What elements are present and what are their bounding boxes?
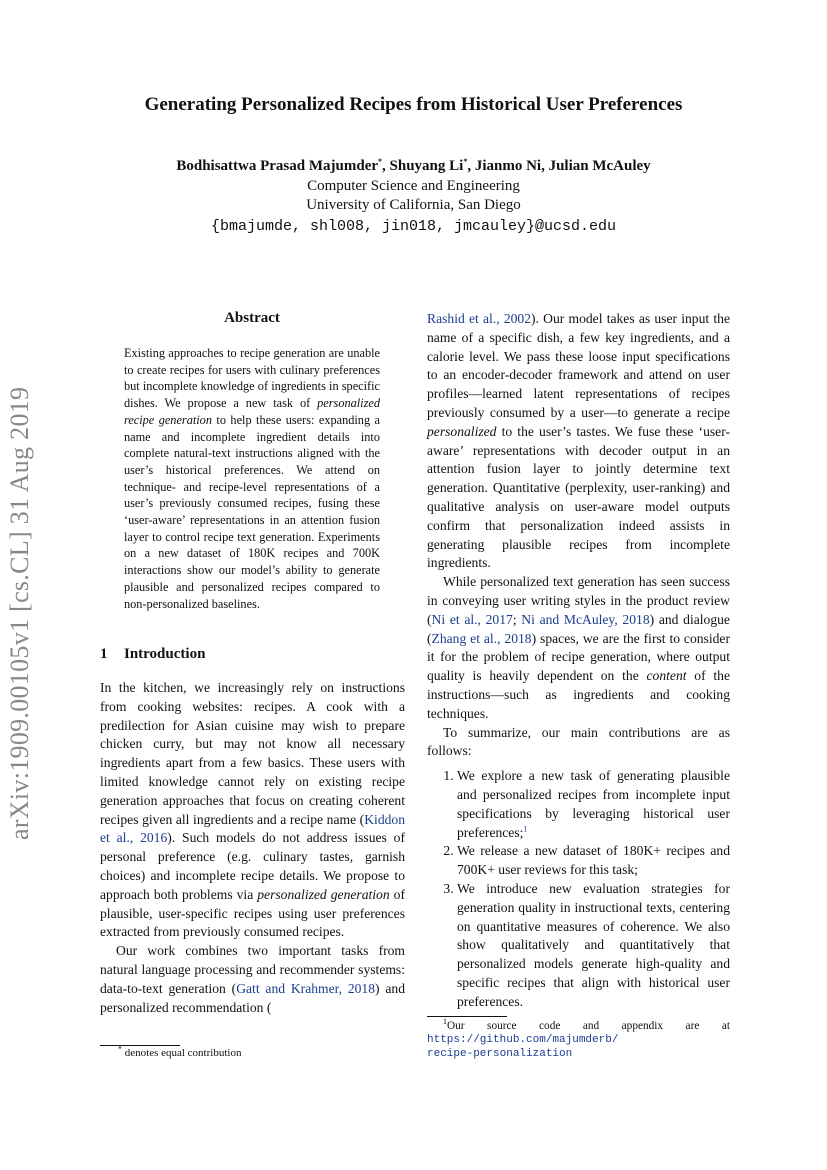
intro-paragraph-1	[100, 679, 405, 942]
author-separator: ,	[467, 158, 475, 174]
list-item	[457, 842, 730, 880]
citation-link[interactable]: Ni et al., 2017	[431, 611, 513, 627]
paragraph-emphasis: personalized	[427, 423, 497, 439]
intro-paragraph-3	[427, 573, 730, 723]
intro-paragraph-4: To summarize, our main contributions are as follows:	[427, 724, 730, 759]
author-emails: {bmajumde, shl008, jin018, jmcauley}@ucsd.edu	[210, 218, 617, 235]
left-column-body	[100, 679, 405, 1017]
list-item	[457, 880, 730, 1012]
paragraph-emphasis: content	[646, 668, 687, 684]
abstract-emphasis: personalized recipe generation	[124, 396, 380, 427]
list-item-text: We explore a new task of generating plausible and personalized recipes from incomplete input specifications by leveraging historical user preferences;	[457, 768, 730, 840]
citation-link[interactable]: Zhang et al., 2018	[431, 630, 532, 646]
footnote-marker[interactable]: 1	[523, 823, 528, 833]
citation-separator: ;	[512, 611, 522, 627]
footnote-text: denotes equal contribution	[124, 1047, 242, 1059]
paragraph-text: to the user’s tastes. We fuse these ‘user-aware’ representations with decoder output in an attention fusion layer to jointly determine text generation. Quantitative (perplexity, user-ranking) and qualitative analysis on user-aware model outputs confirm that personalization indeed assists in generating plausible recipes from incomplete ingredients.	[427, 423, 730, 571]
footnote-number: 1	[443, 1017, 447, 1027]
equal-contribution-mark: *	[378, 157, 383, 166]
author-list	[0, 158, 827, 175]
paper-title: Generating Personalized Recipes from Historical User Preferences	[144, 94, 683, 115]
paragraph-text: Our work combines two important tasks from natural language processing and recommender systems: data-to-text generation (	[100, 943, 405, 996]
affiliation-univ: University of California, San Diego	[306, 197, 521, 213]
abstract-text	[124, 345, 380, 612]
affiliation-dept: Computer Science and Engineering	[307, 178, 520, 194]
footnote-url-link[interactable]: https://github.com/majumderb/	[427, 1034, 619, 1046]
equal-contribution-mark: *	[463, 157, 468, 166]
footnote-star: *	[118, 1044, 122, 1054]
paragraph-text: While personalized text generation has seen success in conveying user writing styles in the product review (	[427, 574, 730, 627]
footnote-rule	[100, 1045, 180, 1046]
section-title: Introduction	[124, 646, 206, 662]
citation-link[interactable]: Rashid et al., 2002	[427, 311, 532, 326]
author-3-4: Jianmo Ni, Julian McAuley	[474, 158, 651, 174]
section-heading-introduction	[100, 646, 205, 663]
arxiv-stamp: arXiv:1909.00105v1 [cs.CL] 31 Aug 2019	[5, 386, 34, 840]
list-item	[457, 767, 730, 842]
paragraph-text: ) spaces, we are the first to consider it for the problem of recipe generation, where output quality is heavily dependent on the	[427, 630, 730, 684]
list-item-text: We release a new dataset of 180K+ recipes and 700K+ user reviews for this task;	[457, 843, 730, 878]
footnote-text-line	[427, 1019, 730, 1033]
citation-link[interactable]: Ni and McAuley, 2018	[521, 611, 650, 627]
paragraph-text: of the instructions—such as ingredients and cooking techniques.	[427, 668, 730, 721]
abstract-heading: Abstract	[224, 310, 280, 326]
paragraph-text: ). Such models do not address issues of personal preference (e.g. culinary tastes, garnish choices) and incomplete recipe details. We propose to approach both problems via	[100, 830, 405, 902]
paragraph-text: In the kitchen, we increasingly rely on instructions from cooking websites: recipes. A cook with a predilection for Asian cuisine may wish to prepare chicken curry, but may not know all necessary ingredients apart from a few basics. These users with limited knowledge cannot rely on existing recipe generation approaches that focus on creating coherent recipes given all ingredients and a recipe name (	[100, 680, 405, 827]
footnote-1	[427, 1019, 730, 1061]
citation-link[interactable]: Kiddon et al., 2016	[100, 811, 405, 846]
abstract-text-part: Existing approaches to recipe generation are unable to create recipes for users with culinary preferences but incomplete knowledge of ingredients in specific dishes. We propose a new task of	[124, 346, 380, 411]
citation-link[interactable]: Gatt and Krahmer, 2018	[236, 980, 376, 996]
footnote-rule	[427, 1016, 507, 1017]
footnote-text: Our source code and appendix are at	[447, 1020, 730, 1032]
intro-paragraph-2-start	[100, 942, 405, 1017]
author-1: Bodhisattwa Prasad Majumder	[176, 158, 379, 174]
author-separator: ,	[382, 158, 390, 174]
section-number: 1	[100, 646, 108, 662]
paragraph-text: ). Our model takes as user input the name of a specific dish, a few key ingredients, and a calorie level. We pass these loose input specifications to an encoder-decoder framework and attend on user profiles—learned latent representations of recipes previously consumed by a user—to generate a recipe	[427, 311, 731, 420]
footnote-equal-contribution	[118, 1044, 242, 1059]
author-2: Shuyang Li	[389, 158, 464, 174]
right-column-body	[427, 310, 730, 1011]
contributions-list	[427, 767, 730, 1011]
paragraph-text: ) and personalized recommendation (	[100, 980, 405, 1015]
abstract-text-part: to help these users: expanding a name and incomplete ingredient details into complete natural-text instructions aligned with the user’s historical preferences. We attend on technique- and recipe-level representations of a user’s previously consumed recipes, fusing these ‘user-aware’ representations in an attention fusion layer to control recipe text generation. Experiments on a new dataset of 180K recipes and 700K interactions show our model’s ability to generate plausible and personalized recipes compared to non-personalized baselines.	[124, 412, 380, 611]
intro-paragraph-2-end	[427, 310, 730, 573]
paragraph-text: ) and dialogue (	[427, 611, 730, 646]
paragraph-emphasis: personalized generation	[257, 886, 390, 902]
footnote-url-link[interactable]: recipe-personalization	[427, 1048, 573, 1060]
paragraph-text: of plausible, user-specific recipes using user preferences extracted from previously consumed recipes.	[100, 886, 405, 940]
list-item-text: We introduce new evaluation strategies for generation quality in instructional texts, centering on quantitative measures of coherence. We also show qualitatively and quantitatively that personalized models generate high-quality and specific recipes that align with historical user preferences.	[457, 880, 730, 1009]
